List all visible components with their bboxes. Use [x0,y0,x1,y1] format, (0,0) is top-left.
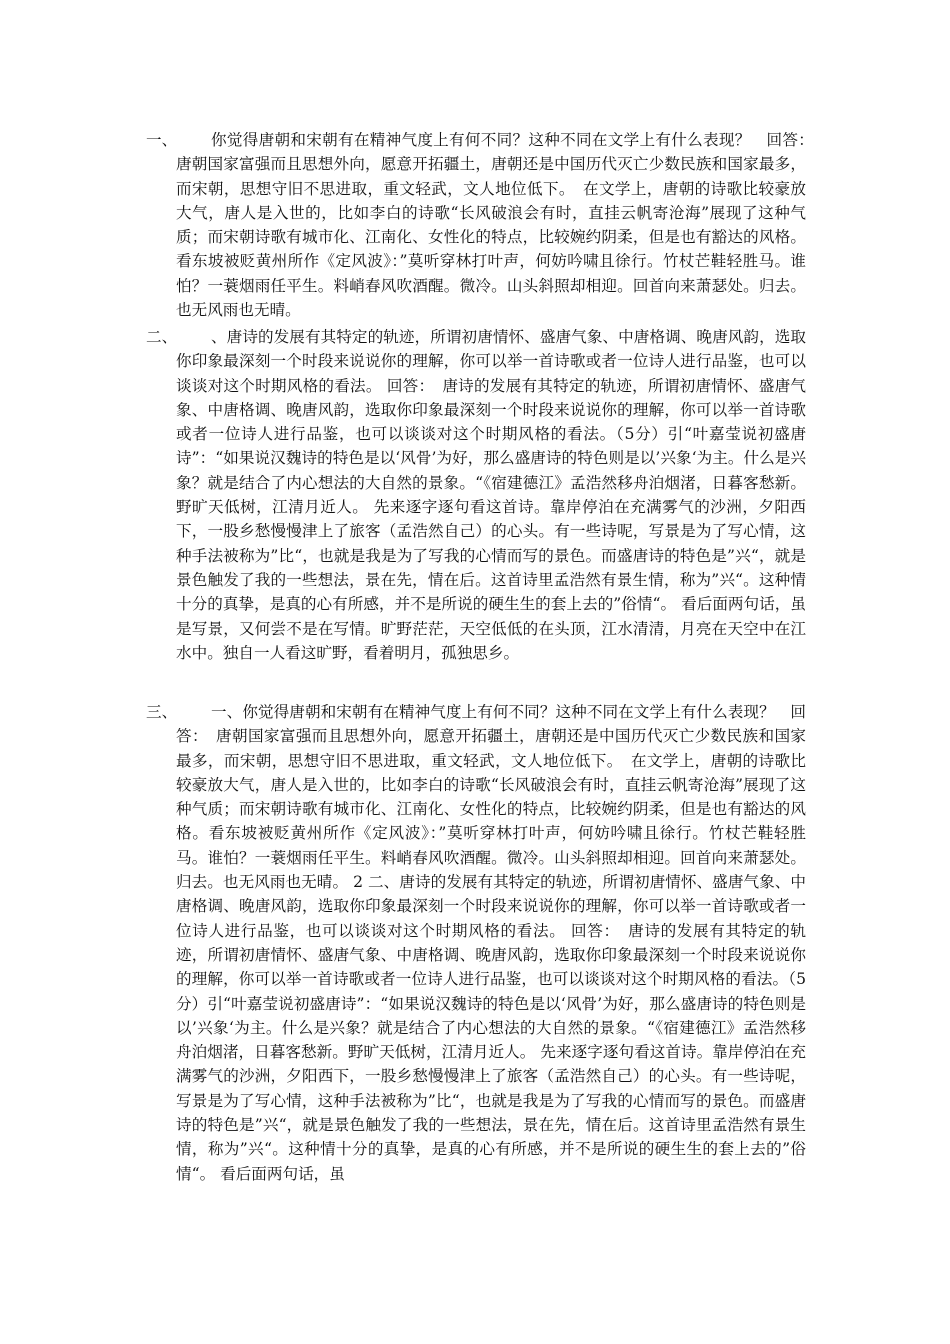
item-marker: 三、 [146,703,178,721]
item-text: 、唐诗的发展有其特定的轨迹，所谓初唐情怀、盛唐气象、中唐格调、晚唐风韵，选取你印象最深刻一个时段来说说你的理解，你可以举一首诗歌或者一位诗人进行品鉴，也可以谈谈对这个时期风格的看法。 回答： 唐诗的发展有其特定的轨迹，所谓初唐情怀、盛唐气象、中唐格调、晚唐风韵，选取你印象最深刻一个时段来说说你的理解，你可以举一首诗歌或者一位诗人进行品鉴，也可以谈谈对这个时期风格的看法。（5分）引“叶嘉莹说初盛唐诗”：“如果说汉魏诗的特色是以‘风骨’为好，那么盛唐诗的特色则是以’兴象‘为主。什么是兴象？就是结合了内心想法的大自然的景象。“《宿建德江》孟浩然移舟泊烟渚，日暮客愁新。野旷天低树，江清月近人。 先来逐字逐句看这首诗。靠岸停泊在充满雾气的沙洲，夕阳西下，一股乡愁慢慢津上了旅客（孟浩然自己）的心头。有一些诗呢，写景是为了写心情，这种手法被称为”比“，也就是我是为了写我的心情而写的景色。而盛唐诗的特色是”兴“，就是景色触发了我的一些想法，景在先，情在后。这首诗里孟浩然有景生情，称为”兴“。这种情十分的真挚，是真的心有所感，并不是所说的硬生生的套上去的”俗情“。 看后面两句话，虽是写景，又何尝不是在写情。旷野茫茫，天空低低的在头顶，江水清清，月亮在天空中在江水中。独自一人看这旷野，看着明月，孤独思乡。 [176,328,806,662]
question-item-3 [146,700,806,1186]
question-item-1 [146,128,822,322]
item-marker: 二、 [146,328,178,346]
question-item-2 [146,325,806,665]
item-text: 你觉得唐朝和宋朝有在精神气度上有何不同？这种不同在文学上有什么表现？ 回答： 唐朝国家富强而且思想外向，愿意开拓疆土，唐朝还是中国历代灭亡少数民族和国家最多，而宋朝，思想守旧不思进取，重文轻武，文人地位低下。 在文学上，唐朝的诗歌比较豪放大气，唐人是入世的，比如李白的诗歌“长风破浪会有时，直挂云帆寄沧海”展现了这种气质；而宋朝诗歌有城市化、江南化、女性化的特点，比较婉约阴柔，但是也有豁达的风格。看东坡被贬黄州所作《定风波》：”莫听穿林打叶声，何妨吟啸且徐行。竹杖芒鞋轻胜马。谁怕？一蓑烟雨任平生。料峭春风吹酒醒。微冷。山头斜照却相迎。回首向来萧瑟处。归去。也无风雨也无晴。 [176,131,822,320]
item-marker: 一、 [146,131,178,149]
item-text: 一、你觉得唐朝和宋朝有在精神气度上有何不同？这种不同在文学上有什么表现？ 回答： 唐朝国家富强而且思想外向，愿意开拓疆土，唐朝还是中国历代灭亡少数民族和国家最多，而宋朝，思想守旧不思进取，重文轻武，文人地位低下。 在文学上，唐朝的诗歌比较豪放大气，唐人是入世的，比如李白的诗歌“长风破浪会有时，直挂云帆寄沧海”展现了这种气质；而宋朝诗歌有城市化、江南化、女性化的特点，比较婉约阴柔，但是也有豁达的风格。看东坡被贬黄州所作《定风波》：”莫听穿林打叶声，何妨吟啸且徐行。竹杖芒鞋轻胜马。谁怕？一蓑烟雨任平生。料峭春风吹酒醒。微冷。山头斜照却相迎。回首向来萧瑟处。归去。也无风雨也无晴。 2 二、唐诗的发展有其特定的轨迹，所谓初唐情怀、盛唐气象、中唐格调、晚唐风韵，选取你印象最深刻一个时段来说说你的理解，你可以举一首诗歌或者一位诗人进行品鉴，也可以谈谈对这个时期风格的看法。 回答： 唐诗的发展有其特定的轨迹，所谓初唐情怀、盛唐气象、中唐格调、晚唐风韵，选取你印象最深刻一个时段来说说你的理解，你可以举一首诗歌或者一位诗人进行品鉴，也可以谈谈对这个时期风格的看法。（5分）引“叶嘉莹说初盛唐诗”：“如果说汉魏诗的特色是以‘风骨’为好，那么盛唐诗的特色则是以’兴象‘为主。什么是兴象？就是结合了内心想法的大自然的景象。“《宿建德江》孟浩然移舟泊烟渚，日暮客愁新。野旷天低树，江清月近人。 先来逐字逐句看这首诗。靠岸停泊在充满雾气的沙洲，夕阳西下，一股乡愁慢慢津上了旅客（孟浩然自己）的心头。有一些诗呢，写景是为了写心情，这种手法被称为”比“，也就是我是为了写我的心情而写的景色。而盛唐诗的特色是”兴“，就是景色触发了我的一些想法，景在先，情在后。这首诗里孟浩然有景生情，称为”兴“。这种情十分的真挚，是真的心有所感，并不是所说的硬生生的套上去的”俗情“。 看后面两句话，虽 [176,703,806,1183]
